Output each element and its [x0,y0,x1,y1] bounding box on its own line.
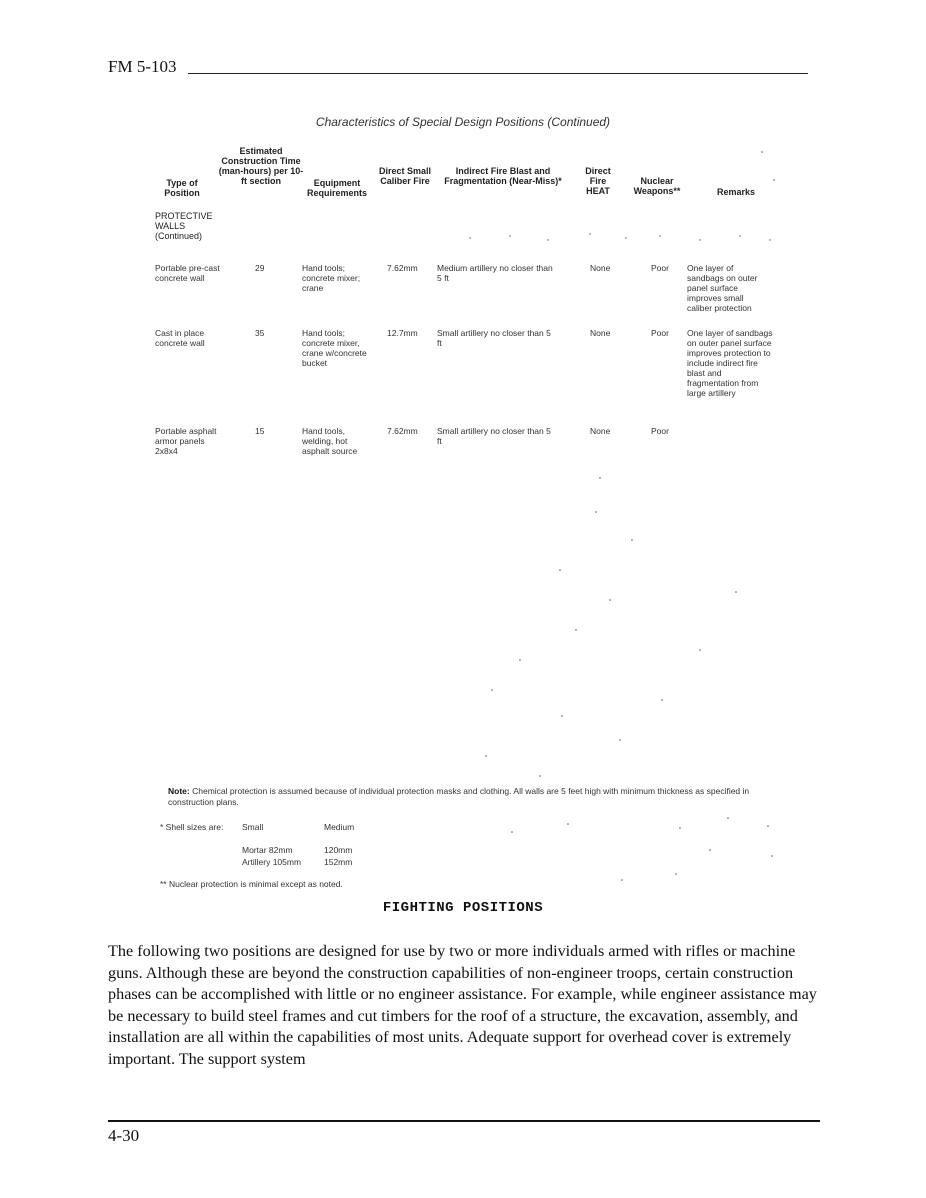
nuclear-note: ** Nuclear protection is minimal except as noted. [160,879,343,889]
column-header-equipment: Equipment Requirements [306,178,368,198]
row-1-position: Portable pre-cast concrete wall [155,263,220,283]
row-1-nuclear: Poor [651,263,669,273]
row-1-indirect-fire: Medium artillery no closer than 5 ft [437,263,553,283]
row-3-time: 15 [255,426,265,436]
row-2-nuclear: Poor [651,328,669,338]
body-paragraph: The following two positions are designed for use by two or more individuals armed with rifles or machine guns. Although these are beyond the construction capabilities of non-engineer troops, certain construction phases can be accomplished with little or no engineer assistance. For example, while engineer assistance may be necessary to build steel frames and cut timbers for the roof of a structure, the excavation, assembly, and installation are all within the capabilities of most units. Adequate support for overhead cover is extremely important. The support system [108,942,817,1068]
group-label: PROTECTIVE WALLS (Continued) [155,211,213,241]
row-2-position: Cast in place concrete wall [155,328,205,348]
column-header-nuclear: Nuclear Weapons** [633,176,681,196]
shell-mortar-medium: 120mm [324,845,353,855]
row-3-nuclear: Poor [651,426,669,436]
row-3-position: Portable asphalt armor panels 2x8x4 [155,426,217,456]
row-3-direct-fire: 7.62mm [387,426,418,436]
column-header-heat: Direct Fire HEAT [585,166,611,196]
row-1-direct-fire: 7.62mm [387,263,418,273]
row-2-direct-fire: 12.7mm [387,328,418,338]
row-2-remarks: One layer of sandbags on outer panel surface improves protection to include indirect fire blast and fragmentation from large artillery [687,328,773,398]
row-2-heat: None [590,328,611,338]
row-3-equipment: Hand tools, welding, hot asphalt source [302,426,358,456]
shell-medium-header: Medium [324,822,355,832]
table-title: Characteristics of Special Design Positions (Continued) [315,115,611,129]
row-2-time: 35 [255,328,265,338]
row-1-time: 29 [255,263,265,273]
row-1-remarks: One layer of sandbags on outer panel surface improves small caliber protection [687,263,758,313]
shell-artillery-medium: 152mm [324,857,353,867]
row-3-heat: None [590,426,611,436]
note-text: Chemical protection is assumed because of individual protection masks and clothing. All walls are 5 feet high with minimum thickness as specified in construction plans. [168,786,750,807]
row-1-equipment: Hand tools; concrete mixer; crane [302,263,361,293]
row-3-indirect-fire: Small artillery no closer than 5 ft [437,426,551,446]
row-2-indirect-fire: Small artillery no closer than 5 ft [437,328,551,348]
page-number: 4-30 [108,1126,140,1145]
shell-artillery: Artillery 105mm [242,857,302,867]
column-header-time: Estimated Construction Time (man-hours) per 10-ft section [218,146,304,186]
column-header-indirect-fire: Indirect Fire Blast and Fragmentation (Near-Miss)* [444,166,562,186]
shell-mortar: Mortar 82mm [242,845,293,855]
column-header-position: Type of Position [164,178,200,198]
row-1-heat: None [590,263,611,273]
column-header-remarks: Remarks [716,187,756,197]
section-heading: FIGHTING POSITIONS [382,900,544,916]
shell-sizes-label: * Shell sizes are: [160,822,224,832]
note-label: Note: [168,786,190,796]
document-code: FM 5-103 [108,57,177,76]
shell-small-header: Small [242,822,264,832]
column-header-direct-fire: Direct Small Caliber Fire [378,166,432,186]
row-2-equipment: Hand tools; concrete mixer, crane w/concrete bucket [302,328,367,368]
